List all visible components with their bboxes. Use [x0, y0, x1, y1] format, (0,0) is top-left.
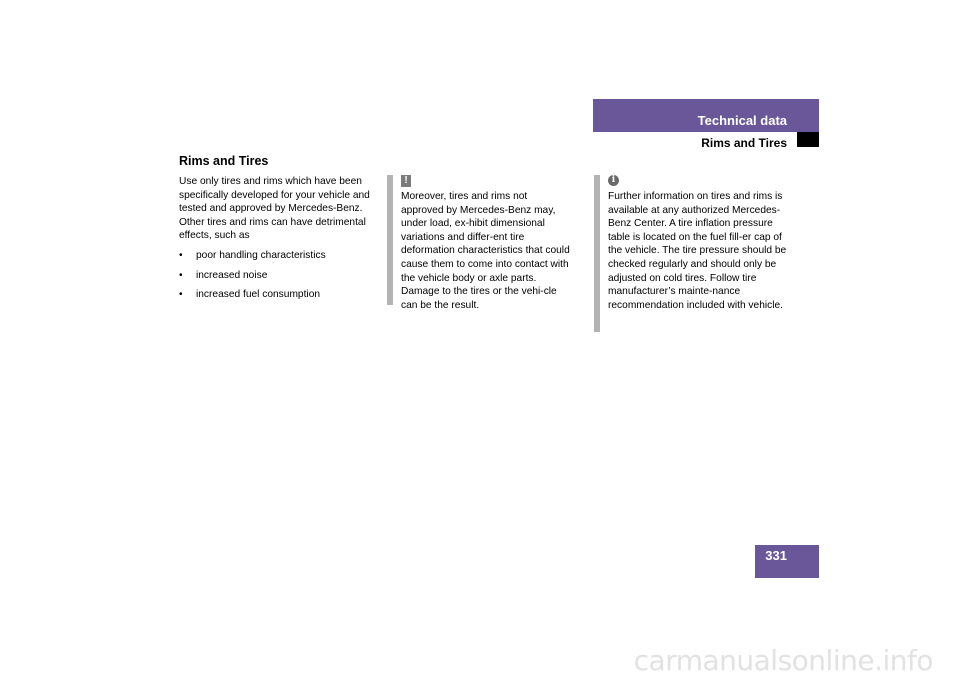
info-note	[594, 175, 794, 332]
list-item: • increased noise	[179, 269, 268, 281]
effects-list	[179, 249, 379, 302]
warning-icon: !	[401, 175, 411, 187]
chapter-header	[593, 99, 819, 132]
note-bar	[387, 175, 393, 305]
list-item: • poor handling characteristics	[179, 249, 326, 261]
info-text: Further information on tires and rims is available at any authorized Mercedes-Benz Center. A tire inflation pressure table is located on the fuel fill-er cap of the vehicle. The tire pressure should be checked regularly and should only be adjusted on cold tires. Follow tire manufacturer’s mainte-nance recommendation included with vehicle.	[608, 191, 787, 311]
body-text	[179, 175, 379, 302]
warning-note	[387, 175, 572, 311]
section-subtitle: Rims and Tires	[701, 136, 787, 150]
info-icon: i	[608, 175, 619, 186]
warning-text: Moreover, tires and rims not approved by Mercedes-Benz may, under load, ex-hibit dimensional variations and differ-ent tire deformation characteristics that could cause them to come into contact with the vehicle body or axle parts. Damage to the tires or the vehi-cle can be the result.	[401, 191, 570, 311]
list-item: • increased fuel consumption	[179, 289, 321, 301]
bullet-icon: •	[179, 249, 183, 261]
watermark: carmanualsonline.info	[633, 644, 933, 677]
intro-paragraph: Use only tires and rims which have been specifically developed for your vehicle and tested and approved by Mercedes-Benz. Other tires and rims can have detrimental effects, such as	[179, 176, 370, 242]
section-heading: Rims and Tires	[179, 154, 269, 168]
bullet-icon: •	[179, 269, 183, 281]
bullet-icon: •	[179, 289, 183, 301]
section-marker	[797, 132, 819, 147]
page-number: 331	[765, 548, 787, 563]
note-bar	[594, 175, 600, 332]
chapter-title: Technical data	[697, 113, 787, 128]
page-number-box	[755, 545, 819, 578]
